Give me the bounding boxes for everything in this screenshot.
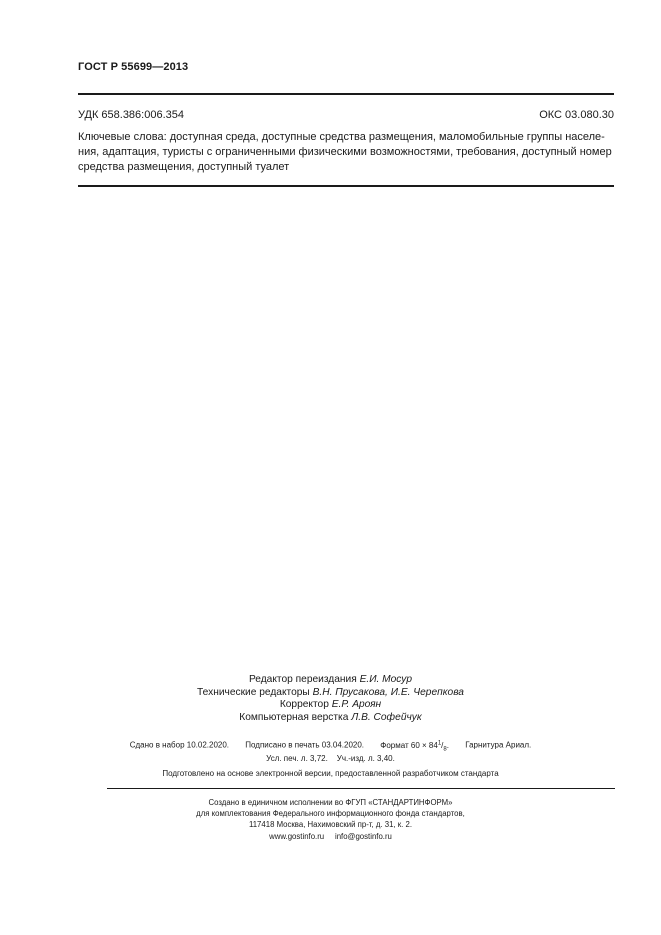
standard-code: ГОСТ Р 55699—2013 xyxy=(78,61,189,73)
technical-editors-label: Технические редакторы xyxy=(197,686,310,698)
publisher-website-link[interactable]: www.gostinfo.ru xyxy=(269,831,325,841)
layout-editor-name: Л.В. Софейчук xyxy=(351,711,422,723)
header-divider xyxy=(78,93,614,95)
keywords-line: Ключевые слова: доступная среда, доступные средства размещения, маломобильные группы населе- xyxy=(78,131,605,143)
format-numerator: 1 xyxy=(437,740,442,746)
signed-date: Подписано в печать 03.04.2020. xyxy=(245,740,365,750)
editors-block xyxy=(0,674,661,724)
reissue-editor xyxy=(0,674,661,687)
reissue-editor-label: Редактор переиздания xyxy=(248,674,357,685)
publisher-line: для комплектования Федерального информационного фонда стандартов, xyxy=(196,809,465,819)
publisher-block xyxy=(0,797,661,842)
corrector-label: Корректор xyxy=(279,699,329,711)
keywords-divider xyxy=(78,185,614,187)
sheets-line xyxy=(0,754,661,763)
publisher-email-link[interactable]: info@gostinfo.ru xyxy=(334,831,392,841)
format-prefix: Формат 60 × 84 xyxy=(380,740,438,750)
layout-editor-label: Компьютерная верстка xyxy=(239,711,349,723)
publishing-sheets: Уч.-изд. л. 3,40. xyxy=(336,754,395,763)
udk-code: УДК 658.386:006.354 xyxy=(78,109,184,121)
publisher-contacts xyxy=(0,831,661,842)
corrector-name: Е.Р. Ароян xyxy=(331,699,382,711)
paper-format: Формат $60 \times 84^1/_8$. xyxy=(380,740,449,753)
publisher-line: 117418 Москва, Нахимовский пр-т, д. 31, к. 2. xyxy=(248,820,413,830)
imprint-line xyxy=(0,740,661,752)
typeface: Гарнитура Ариал. xyxy=(465,740,532,750)
publisher-divider xyxy=(107,788,615,789)
print-sheets: Усл. печ. л. 3,72. xyxy=(266,754,328,763)
keywords-line: ния, адаптация, туристы с ограниченными физическими возможностями, требования, доступный номер xyxy=(78,146,612,158)
format-denominator: 8 xyxy=(443,746,447,753)
technical-editors xyxy=(0,687,661,700)
technical-editors-names: В.Н. Прусакова, И.Е. Черепкова xyxy=(312,686,464,698)
layout-editor xyxy=(0,712,661,725)
format-suffix: . xyxy=(446,740,449,750)
keywords-block xyxy=(78,130,615,175)
oks-code: ОКС 03.080.30 xyxy=(539,109,614,121)
reissue-editor-name: Е.И. Мосур xyxy=(359,674,413,685)
publisher-line: Создано в единичном исполнении во ФГУП «СТАНДАРТИНФОРМ» xyxy=(208,798,453,807)
corrector xyxy=(0,699,661,712)
submitted-date: Сдано в набор 10.02.2020. xyxy=(129,740,230,750)
prepared-note: Подготовлено на основе электронной версии, предоставленной разработчиком стандарта xyxy=(162,769,499,778)
keywords-line: средства размещения, доступный туалет xyxy=(78,161,290,173)
